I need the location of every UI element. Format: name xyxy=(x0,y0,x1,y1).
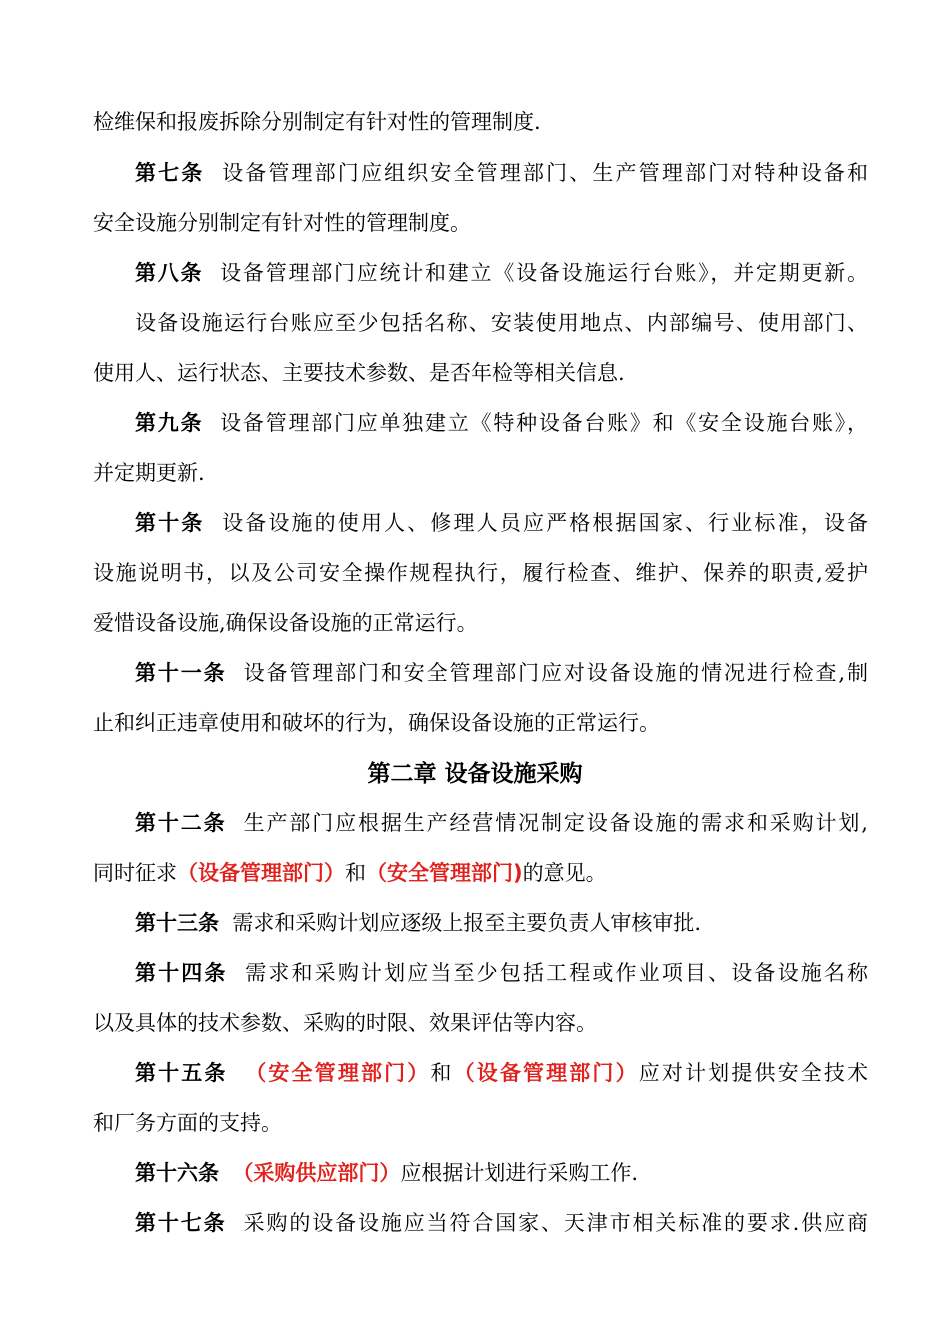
article-label: 第十七条 xyxy=(135,1211,227,1235)
text-line: 同时征求（设备管理部门）和（安全管理部门)的意见。 xyxy=(93,861,607,885)
article-label: 第十四条 xyxy=(135,961,228,985)
text-line: 安全设施分别制定有针对性的管理制度。 xyxy=(93,211,471,235)
article-label: 第十六条 xyxy=(135,1161,219,1185)
highlight-department: （安全管理部门） xyxy=(245,1061,431,1085)
highlight-department: （安全管理部门) xyxy=(366,861,523,885)
text-line: 并定期更新. xyxy=(93,461,205,485)
article-label: 第十一条 xyxy=(135,661,227,685)
article-label: 第十五条 xyxy=(135,1061,228,1085)
article-label: 第九条 xyxy=(135,411,204,435)
text-line: 设备设施运行台账应至少包括名称、安装使用地点、内部编号、使用部门、 xyxy=(135,311,868,335)
text-line: 爱惜设备设施,确保设备设施的正常运行。 xyxy=(93,611,478,635)
text-line: 设施说明书，以及公司安全操作规程执行，履行检查、维护、保养的职责,爱护 xyxy=(93,561,868,585)
chapter-heading: 第二章 设备设施采购 xyxy=(367,761,583,787)
article-12: 第十二条 生产部门应根据生产经营情况制定设备设施的需求和采购计划, xyxy=(135,811,868,835)
text-line: 以及具体的技术参数、采购的时限、效果评估等内容。 xyxy=(93,1011,597,1035)
article-label: 第十二条 xyxy=(135,811,227,835)
text-line: 止和纠正违章使用和破坏的行为，确保设备设施的正常运行。 xyxy=(93,711,660,735)
article-17: 第十七条 采购的设备设施应当符合国家、天津市相关标准的要求.供应商 xyxy=(135,1211,868,1235)
article-10: 第十条 设备设施的使用人、修理人员应严格根据国家、行业标准，设备 xyxy=(135,511,868,535)
article-14: 第十四条 需求和采购计划应当至少包括工程或作业项目、设备设施名称 xyxy=(135,961,868,985)
article-11: 第十一条 设备管理部门和安全管理部门应对设备设施的情况进行检查,制 xyxy=(135,661,868,685)
highlight-department: （采购供应部门） xyxy=(232,1161,401,1185)
text-line: 和厂务方面的支持。 xyxy=(93,1111,282,1135)
article-7: 第七条 设备管理部门应组织安全管理部门、生产管理部门对特种设备和 xyxy=(135,161,868,185)
highlight-department: （设备管理部门） xyxy=(177,861,345,885)
article-label: 第十三条 xyxy=(135,911,219,935)
article-8: 第八条 设备管理部门应统计和建立《设备设施运行台账》，并定期更新。 xyxy=(135,261,868,285)
article-13: 第十三条 需求和采购计划应逐级上报至主要负责人审核审批. xyxy=(135,911,702,935)
article-15: 第十五条 （安全管理部门）和（设备管理部门）应对计划提供安全技术 xyxy=(135,1061,868,1085)
article-label: 第七条 xyxy=(135,161,205,185)
article-16: 第十六条 （采购供应部门）应根据计划进行采购工作. xyxy=(135,1161,639,1185)
article-label: 第八条 xyxy=(135,261,204,285)
text-line: 检维保和报废拆除分别制定有针对性的管理制度. xyxy=(93,110,541,134)
article-9: 第九条 设备管理部门应单独建立《特种设备台账》和《安全设施台账》， xyxy=(135,411,868,435)
text-line: 使用人、运行状态、主要技术参数、是否年检等相关信息. xyxy=(93,361,625,385)
highlight-department: （设备管理部门） xyxy=(453,1061,639,1085)
article-label: 第十条 xyxy=(135,511,205,535)
